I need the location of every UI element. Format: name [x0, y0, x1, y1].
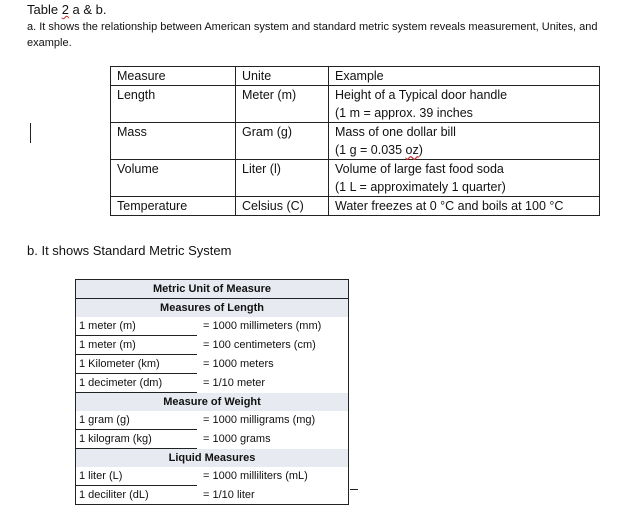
unit-cell: Celsius (C): [236, 197, 329, 216]
metric-units-table: [75, 279, 349, 505]
measure-cell: Volume: [111, 160, 236, 197]
header-example: Example: [329, 67, 600, 86]
unit-cell: Meter (m): [236, 86, 329, 123]
table-row: 1 deciliter (dL) = 1/10 liter: [76, 486, 349, 505]
table-row: 1 meter (m) = 100 centimeters (cm): [76, 336, 349, 355]
trailing-underline: [350, 489, 358, 490]
header-measure: Measure: [111, 67, 236, 86]
table-row: 1 liter (L) = 1000 milliliters (mL): [76, 467, 349, 486]
document-title: Table 2 a & b.: [27, 2, 107, 17]
table-row: 1 meter (m) = 1000 millimeters (mm): [76, 317, 349, 336]
table-a: [110, 66, 600, 216]
unit-cell: Liter (l): [236, 160, 329, 197]
table-row: [111, 86, 600, 123]
measure-cell: Length: [111, 86, 236, 123]
example-cell: Mass of one dollar bill (1 g = 0.035 oz): [329, 123, 600, 160]
spellcheck-word: oz: [405, 143, 419, 157]
table-row: [111, 197, 600, 216]
example-cell: Volume of large fast food soda (1 L = approximately 1 quarter): [329, 160, 600, 197]
example-cell: Height of a Typical door handle (1 m = approx. 39 inches: [329, 86, 600, 123]
table-row: 1 kilogram (kg) = 1000 grams: [76, 430, 349, 449]
measure-cell: Temperature: [111, 197, 236, 216]
example-cell: Water freezes at 0 °C and boils at 100 °C: [329, 197, 600, 216]
table-row: 1 decimeter (dm) = 1/10 meter: [76, 374, 349, 393]
intro-text: a. It shows the relationship between American system and standard metric system reveals measurement, Unites, and example.: [27, 21, 598, 49]
table-row: [111, 123, 600, 160]
table-row: [111, 160, 600, 197]
table-row: 1 gram (g) = 1000 milligrams (mg): [76, 411, 349, 430]
weight-heading: Measure of Weight: [76, 393, 349, 412]
title-number: 2: [61, 2, 69, 17]
table-row: 1 Kilometer (km) = 1000 meters: [76, 355, 349, 374]
table-header-row: [111, 67, 600, 86]
liquid-heading: Liquid Measures: [76, 449, 349, 468]
measure-cell: Mass: [111, 123, 236, 160]
header-unit: Unite: [236, 67, 329, 86]
table-title: Metric Unit of Measure: [76, 280, 349, 299]
length-heading: Measures of Length: [76, 299, 349, 318]
section-b-heading: b. It shows Standard Metric System: [27, 243, 232, 258]
unit-cell: Gram (g): [236, 123, 329, 160]
text-cursor: [30, 123, 31, 143]
